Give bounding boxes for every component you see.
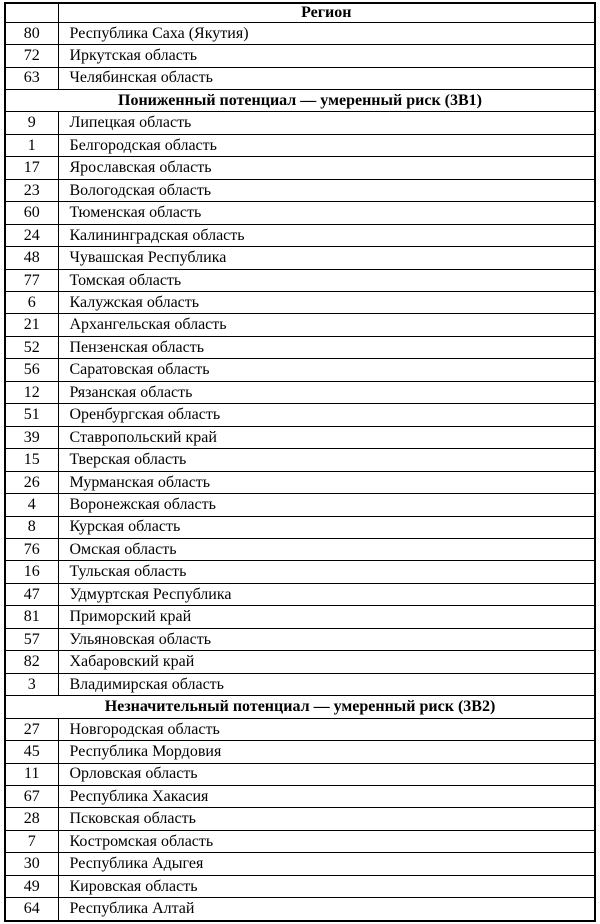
table-row	[5, 247, 595, 269]
region-name: Калининградская область	[58, 224, 595, 246]
region-name: Костромская область	[58, 830, 595, 852]
table-row	[5, 628, 595, 650]
region-code: 12	[5, 381, 58, 403]
region-code: 72	[5, 45, 58, 67]
region-code: 63	[5, 67, 58, 89]
table-row	[5, 516, 595, 538]
region-code: 80	[5, 22, 58, 44]
region-name: Ярославская область	[58, 157, 595, 179]
region-name: Тюменская область	[58, 202, 595, 224]
region-name: Оренбургская область	[58, 404, 595, 426]
table-row	[5, 157, 595, 179]
region-name: Иркутская область	[58, 45, 595, 67]
region-name: Владимирская область	[58, 673, 595, 695]
region-name: Псковская область	[58, 808, 595, 830]
region-code: 9	[5, 112, 58, 134]
table-row	[5, 202, 595, 224]
region-name: Белгородская область	[58, 134, 595, 156]
region-code: 45	[5, 741, 58, 763]
region-name: Ульяновская область	[58, 628, 595, 650]
section-header-label: Пониженный потенциал — умеренный риск (3В1)	[5, 89, 595, 111]
region-name: Вологодская область	[58, 179, 595, 201]
region-name: Чувашская Республика	[58, 247, 595, 269]
table-row	[5, 449, 595, 471]
region-name: Республика Саха (Якутия)	[58, 22, 595, 44]
region-name: Приморский край	[58, 606, 595, 628]
table-row	[5, 583, 595, 605]
region-name: Удмуртская Республика	[58, 583, 595, 605]
table-row	[5, 786, 595, 808]
table-row	[5, 494, 595, 516]
region-code: 64	[5, 898, 58, 921]
region-code: 51	[5, 404, 58, 426]
table-row	[5, 134, 595, 156]
region-name: Томская область	[58, 269, 595, 291]
region-code: 26	[5, 471, 58, 493]
table-header-row	[5, 3, 595, 22]
table-row	[5, 471, 595, 493]
region-name: Челябинская область	[58, 67, 595, 89]
region-code: 82	[5, 651, 58, 673]
region-code: 4	[5, 494, 58, 516]
region-name: Рязанская область	[58, 381, 595, 403]
region-name: Омская область	[58, 539, 595, 561]
section-header-row	[5, 696, 595, 718]
region-name: Орловская область	[58, 763, 595, 785]
table-row	[5, 539, 595, 561]
region-code: 11	[5, 763, 58, 785]
region-code: 28	[5, 808, 58, 830]
region-name: Хабаровский край	[58, 651, 595, 673]
region-name: Архангельская область	[58, 314, 595, 336]
table-row	[5, 224, 595, 246]
table-row	[5, 830, 595, 852]
region-name: Ставропольский край	[58, 426, 595, 448]
region-code: 67	[5, 786, 58, 808]
table-row	[5, 269, 595, 291]
region-name: Мурманская область	[58, 471, 595, 493]
region-name: Новгородская область	[58, 718, 595, 740]
table-row	[5, 45, 595, 67]
table-row	[5, 292, 595, 314]
region-name: Саратовская область	[58, 359, 595, 381]
region-code: 17	[5, 157, 58, 179]
region-code: 21	[5, 314, 58, 336]
table-header-region: Регион	[58, 3, 595, 22]
region-name: Пензенская область	[58, 336, 595, 358]
region-code: 39	[5, 426, 58, 448]
region-name: Республика Хакасия	[58, 786, 595, 808]
table-row	[5, 561, 595, 583]
region-code: 3	[5, 673, 58, 695]
table-row	[5, 875, 595, 897]
table-row	[5, 404, 595, 426]
table-header-num	[5, 3, 58, 22]
region-code: 24	[5, 224, 58, 246]
region-code: 16	[5, 561, 58, 583]
region-code: 60	[5, 202, 58, 224]
region-code: 81	[5, 606, 58, 628]
table-row	[5, 718, 595, 740]
table-body	[5, 22, 595, 921]
region-table	[4, 2, 596, 922]
region-code: 23	[5, 179, 58, 201]
region-name: Липецкая область	[58, 112, 595, 134]
region-code: 15	[5, 449, 58, 471]
region-code: 30	[5, 853, 58, 875]
region-code: 77	[5, 269, 58, 291]
table-row	[5, 426, 595, 448]
region-code: 8	[5, 516, 58, 538]
region-name: Республика Адыгея	[58, 853, 595, 875]
table-row	[5, 606, 595, 628]
region-name: Республика Мордовия	[58, 741, 595, 763]
region-name: Тверская область	[58, 449, 595, 471]
table-row	[5, 381, 595, 403]
table-row	[5, 314, 595, 336]
region-code: 57	[5, 628, 58, 650]
table-row	[5, 112, 595, 134]
table-row	[5, 673, 595, 695]
section-header-row	[5, 89, 595, 111]
table-row	[5, 808, 595, 830]
table-row	[5, 336, 595, 358]
region-name: Кировская область	[58, 875, 595, 897]
region-code: 47	[5, 583, 58, 605]
region-name: Калужская область	[58, 292, 595, 314]
region-code: 6	[5, 292, 58, 314]
region-code: 1	[5, 134, 58, 156]
table-row	[5, 763, 595, 785]
region-name: Республика Алтай	[58, 898, 595, 921]
region-name: Курская область	[58, 516, 595, 538]
region-code: 48	[5, 247, 58, 269]
region-name: Воронежская область	[58, 494, 595, 516]
region-code: 49	[5, 875, 58, 897]
table-row	[5, 359, 595, 381]
region-code: 76	[5, 539, 58, 561]
table-row	[5, 853, 595, 875]
table-row	[5, 741, 595, 763]
table-row	[5, 651, 595, 673]
region-code: 52	[5, 336, 58, 358]
table-row	[5, 67, 595, 89]
region-code: 7	[5, 830, 58, 852]
section-header-label: Незначительный потенциал — умеренный риск (3В2)	[5, 696, 595, 718]
table-row	[5, 22, 595, 44]
region-code: 27	[5, 718, 58, 740]
table-row	[5, 898, 595, 921]
table-row	[5, 179, 595, 201]
region-code: 56	[5, 359, 58, 381]
region-name: Тульская область	[58, 561, 595, 583]
